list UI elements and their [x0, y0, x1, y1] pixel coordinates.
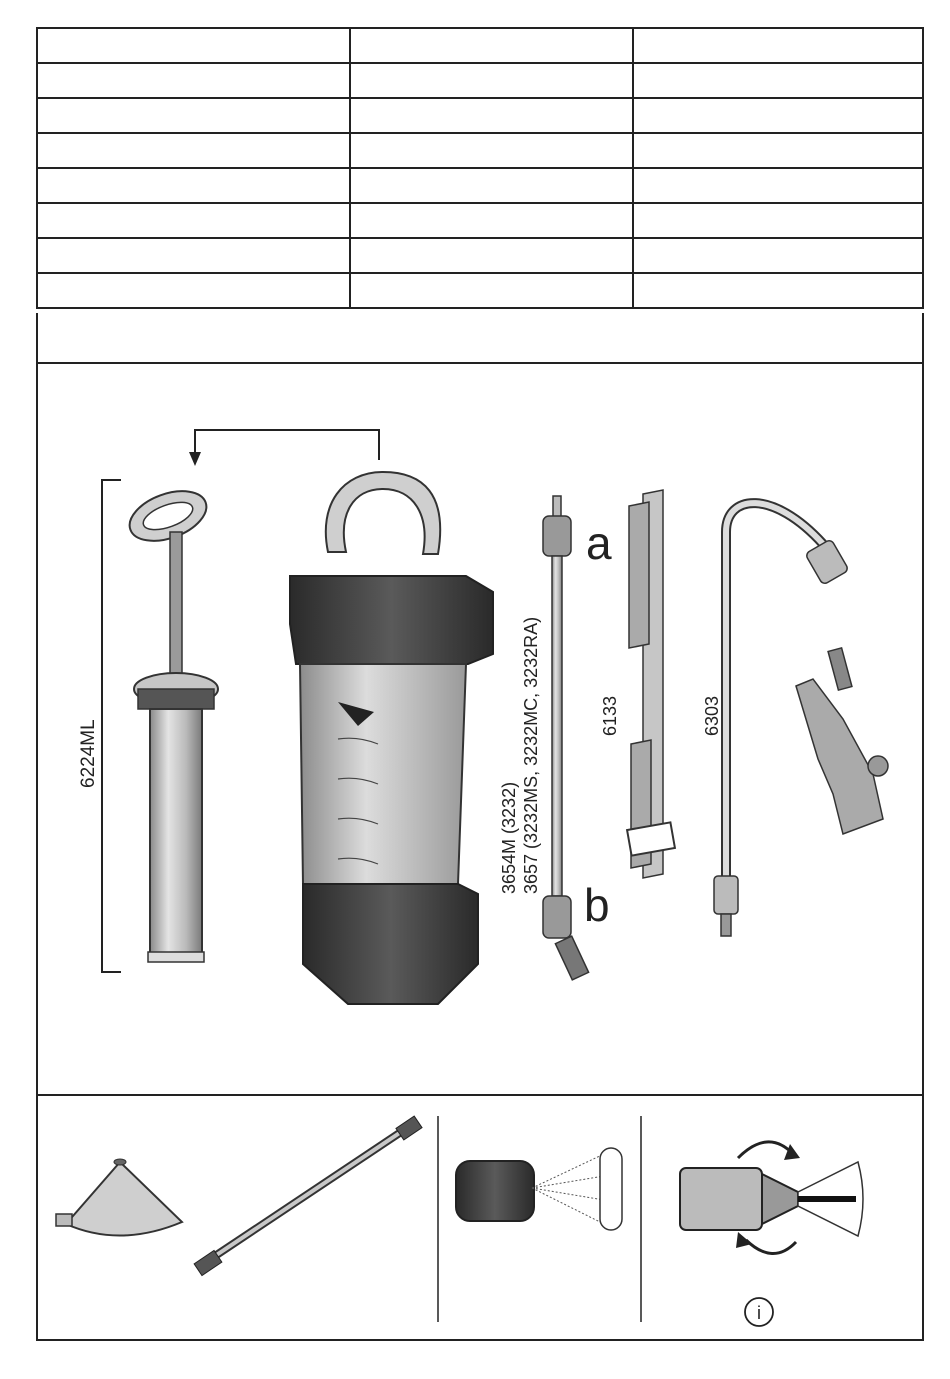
strap-part-number: 6133 — [600, 695, 620, 736]
pump-illustration — [123, 482, 218, 962]
spec-cell — [633, 238, 923, 273]
note-row — [36, 313, 924, 364]
spec-table — [36, 27, 924, 309]
spec-row — [37, 273, 923, 308]
spec-cell — [350, 63, 633, 98]
spec-cell — [350, 238, 633, 273]
spec-row — [37, 98, 923, 133]
trigger-valve-illustration — [796, 648, 888, 834]
spec-cell — [633, 203, 923, 238]
spec-cell — [633, 28, 923, 63]
accessory-illustration — [38, 1096, 922, 1339]
pump-dimension-bracket — [102, 480, 121, 972]
spec-cell — [350, 203, 633, 238]
insert-arrow — [189, 430, 379, 466]
accessory-panel — [36, 1094, 924, 1341]
spec-row — [37, 203, 923, 238]
spec-row — [37, 63, 923, 98]
info-icon-glyph: i — [757, 1303, 761, 1323]
nozzle-cap-illustration — [456, 1148, 622, 1230]
spec-cell — [37, 238, 350, 273]
hose-part-number: 6303 — [702, 695, 722, 736]
spec-cell — [37, 63, 350, 98]
lance-part-number-2: 3657 (3232MS, 3232MC, 3232RA) — [521, 616, 541, 894]
spec-cell — [633, 98, 923, 133]
strap-illustration — [627, 490, 675, 878]
spec-cell — [633, 273, 923, 308]
adjustable-nozzle-illustration — [680, 1142, 863, 1254]
spec-cell — [350, 98, 633, 133]
spec-cell — [350, 168, 633, 203]
spec-cell — [633, 63, 923, 98]
spec-row — [37, 28, 923, 63]
lance-illustration — [543, 496, 589, 980]
spec-row — [37, 238, 923, 273]
spec-row — [37, 133, 923, 168]
spec-cell — [350, 28, 633, 63]
spec-cell — [350, 273, 633, 308]
extension-rod-illustration — [194, 1116, 422, 1275]
tank-illustration — [290, 472, 493, 1004]
spec-cell — [37, 168, 350, 203]
parts-illustration — [38, 364, 922, 1094]
spec-cell — [37, 203, 350, 238]
spec-cell — [37, 98, 350, 133]
spec-cell — [633, 168, 923, 203]
lance-end-a-label: a — [586, 517, 612, 569]
spec-cell — [37, 273, 350, 308]
spec-cell — [37, 133, 350, 168]
parts-figure — [36, 364, 924, 1094]
spec-cell — [633, 133, 923, 168]
lance-part-number-1: 3654M (3232) — [499, 781, 519, 894]
spec-row — [37, 168, 923, 203]
lance-end-b-label: b — [584, 879, 610, 931]
spray-shield-illustration — [56, 1159, 182, 1236]
spec-cell — [37, 28, 350, 63]
pump-part-number: 6224ML — [78, 719, 99, 788]
spec-cell — [350, 133, 633, 168]
